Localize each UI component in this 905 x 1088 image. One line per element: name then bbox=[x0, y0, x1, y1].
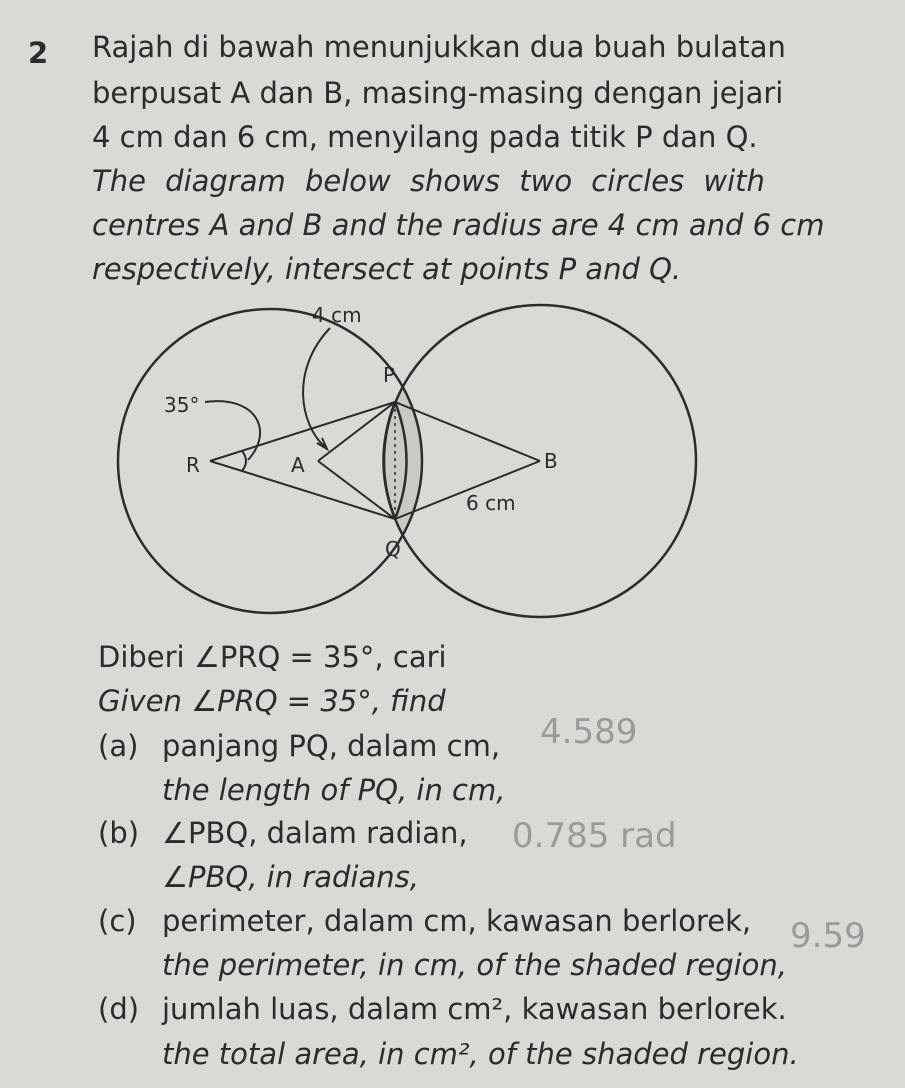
label-P: P bbox=[383, 363, 396, 387]
label-angle: 35° bbox=[164, 393, 200, 417]
part-b-label: (b) bbox=[98, 816, 140, 850]
angle-arrow bbox=[205, 401, 260, 460]
intro-english-line-3: respectively, intersect at points P and Q. bbox=[92, 252, 682, 286]
label-R: R bbox=[186, 453, 200, 477]
part-a-malay: panjang PQ, dalam cm, bbox=[162, 729, 501, 763]
part-c-english: the perimeter, in cm, of the shaded region, bbox=[162, 948, 788, 982]
intro-malay-line-2: berpusat A dan B, masing-masing dengan jejari bbox=[92, 76, 784, 110]
label-6cm: 6 cm bbox=[466, 491, 516, 515]
part-b-malay: ∠PBQ, dalam radian, bbox=[162, 816, 468, 850]
label-4cm: 4 cm bbox=[312, 303, 362, 327]
intro-malay-line-3: 4 cm dan 6 cm, menyilang pada titik P dan Q. bbox=[92, 120, 758, 154]
intro-malay-line-1: Rajah di bawah menunjukkan dua buah bulatan bbox=[92, 30, 786, 64]
circle-A bbox=[118, 309, 422, 613]
handwritten-answer-a: 4.589 bbox=[540, 712, 638, 752]
intro-english-line-1: The diagram below shows two circles with bbox=[92, 164, 765, 198]
part-c-malay: perimeter, dalam cm, kawasan berlorek, bbox=[162, 904, 752, 938]
part-c-label: (c) bbox=[98, 904, 137, 938]
handwritten-answer-c: 9.59 bbox=[790, 916, 866, 956]
label-A: A bbox=[291, 453, 305, 477]
handwritten-answer-b: 0.785 rad bbox=[512, 816, 677, 856]
part-a-english: the length of PQ, in cm, bbox=[162, 773, 506, 807]
part-d-label: (d) bbox=[98, 992, 140, 1026]
part-a-label: (a) bbox=[98, 729, 139, 763]
part-b-english: ∠PBQ, in radians, bbox=[162, 860, 419, 894]
given-malay: Diberi ∠PRQ = 35°, cari bbox=[98, 640, 447, 674]
shaded-region bbox=[118, 309, 422, 613]
label-B: B bbox=[544, 449, 558, 473]
angle-mark-R bbox=[242, 451, 246, 471]
given-english: Given ∠PRQ = 35°, find bbox=[98, 684, 446, 718]
label-Q: Q bbox=[385, 537, 401, 561]
question-number: 2 bbox=[28, 36, 49, 70]
part-d-malay: jumlah luas, dalam cm², kawasan berlorek. bbox=[162, 992, 787, 1026]
intro-english-line-2: centres A and B and the radius are 4 cm and 6 cm bbox=[92, 208, 825, 242]
part-d-english: the total area, in cm², of the shaded region. bbox=[162, 1037, 799, 1071]
